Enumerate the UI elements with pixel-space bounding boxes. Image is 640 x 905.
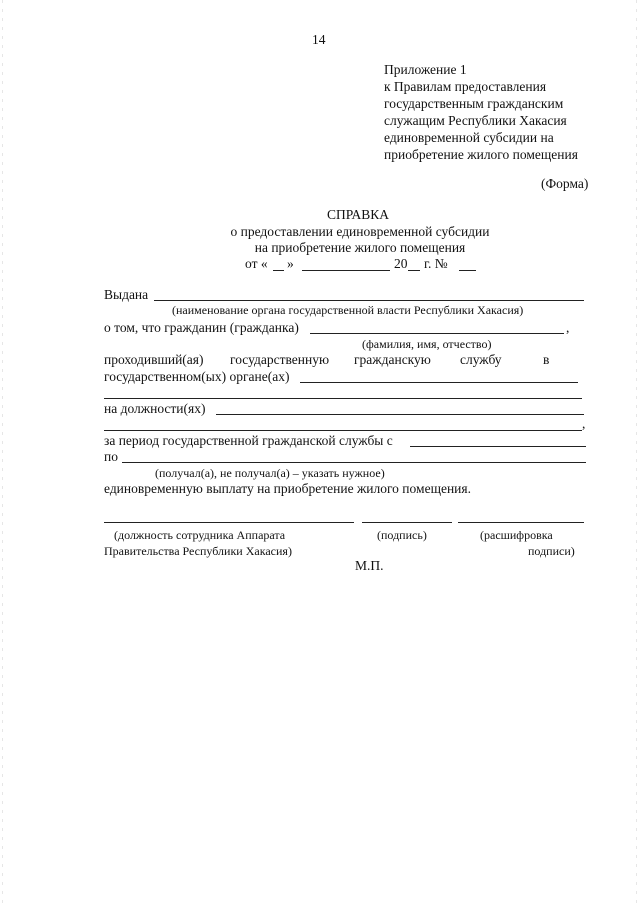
position-signature-hint: (должность сотрудника Аппарата xyxy=(114,528,286,542)
service-word: проходивший(ая) xyxy=(104,352,204,367)
decoding-field[interactable] xyxy=(458,522,584,523)
organ-field-continued[interactable] xyxy=(104,398,582,399)
decoding-hint: подписи) xyxy=(528,544,575,558)
citizen-label: о том, что гражданин (гражданка) xyxy=(104,320,299,335)
service-word: службу xyxy=(460,352,502,367)
position-comma: , xyxy=(582,416,586,431)
appendix-line: Приложение 1 xyxy=(384,62,467,77)
position-signature-field[interactable] xyxy=(104,522,354,523)
organ-label: государственном(ых) органе(ах) xyxy=(104,369,290,384)
appendix-line: приобретение жилого помещения xyxy=(384,147,578,162)
organ-field[interactable] xyxy=(300,382,578,383)
citizen-name-field[interactable] xyxy=(310,333,564,334)
position-label: на должности(ях) xyxy=(104,401,206,416)
year-field[interactable] xyxy=(408,270,420,271)
document-subtitle: о предоставлении единовременной субсидии xyxy=(230,224,490,239)
day-field[interactable] xyxy=(273,270,284,271)
period-to-label: по xyxy=(104,449,118,464)
appendix-line: к Правилам предоставления xyxy=(384,79,547,94)
month-field[interactable] xyxy=(302,270,390,271)
position-field[interactable] xyxy=(216,414,584,415)
form-label: (Форма) xyxy=(541,176,589,191)
received-hint: (получал(а), не получал(а) – указать нужное) xyxy=(155,466,385,480)
period-label: за период государственной гражданской службы с xyxy=(104,433,393,448)
scan-edge-right xyxy=(636,0,637,905)
date-from: от « xyxy=(245,256,268,271)
citizen-comma: , xyxy=(566,320,570,335)
period-to-field[interactable] xyxy=(122,462,586,463)
stamp-place: М.П. xyxy=(355,558,384,573)
position-signature-hint: Правительства Республики Хакасия) xyxy=(104,544,292,558)
citizen-hint: (фамилия, имя, отчество) xyxy=(362,337,492,351)
appendix-line: служащим Республики Хакасия xyxy=(384,113,567,128)
year-prefix: 20 xyxy=(394,256,408,271)
document-title: СПРАВКА xyxy=(326,207,390,222)
service-word: гражданскую xyxy=(354,352,431,367)
decoding-hint: (расшифровка xyxy=(480,528,553,542)
position-field-continued[interactable] xyxy=(104,430,582,431)
signature-hint: (подпись) xyxy=(377,528,427,542)
number-label: г. № xyxy=(424,256,448,271)
scan-edge-left xyxy=(2,0,3,905)
appendix-line: единовременной субсидии на xyxy=(384,130,554,145)
period-from-field[interactable] xyxy=(410,446,586,447)
received-text: единовременную выплату на приобретение жилого помещения. xyxy=(104,481,471,496)
issued-hint: (наименование органа государственной власти Республики Хакасия) xyxy=(172,303,524,317)
signature-field[interactable] xyxy=(362,522,452,523)
appendix-line: государственным гражданским xyxy=(384,96,564,111)
issued-field[interactable] xyxy=(154,300,584,301)
date-quote-close: » xyxy=(287,256,294,271)
service-word: в xyxy=(543,352,550,367)
document-subtitle: на приобретение жилого помещения xyxy=(254,240,466,255)
number-field[interactable] xyxy=(459,270,476,271)
page-number: 14 xyxy=(312,32,326,47)
issued-label: Выдана xyxy=(104,287,149,302)
service-word: государственную xyxy=(230,352,330,367)
